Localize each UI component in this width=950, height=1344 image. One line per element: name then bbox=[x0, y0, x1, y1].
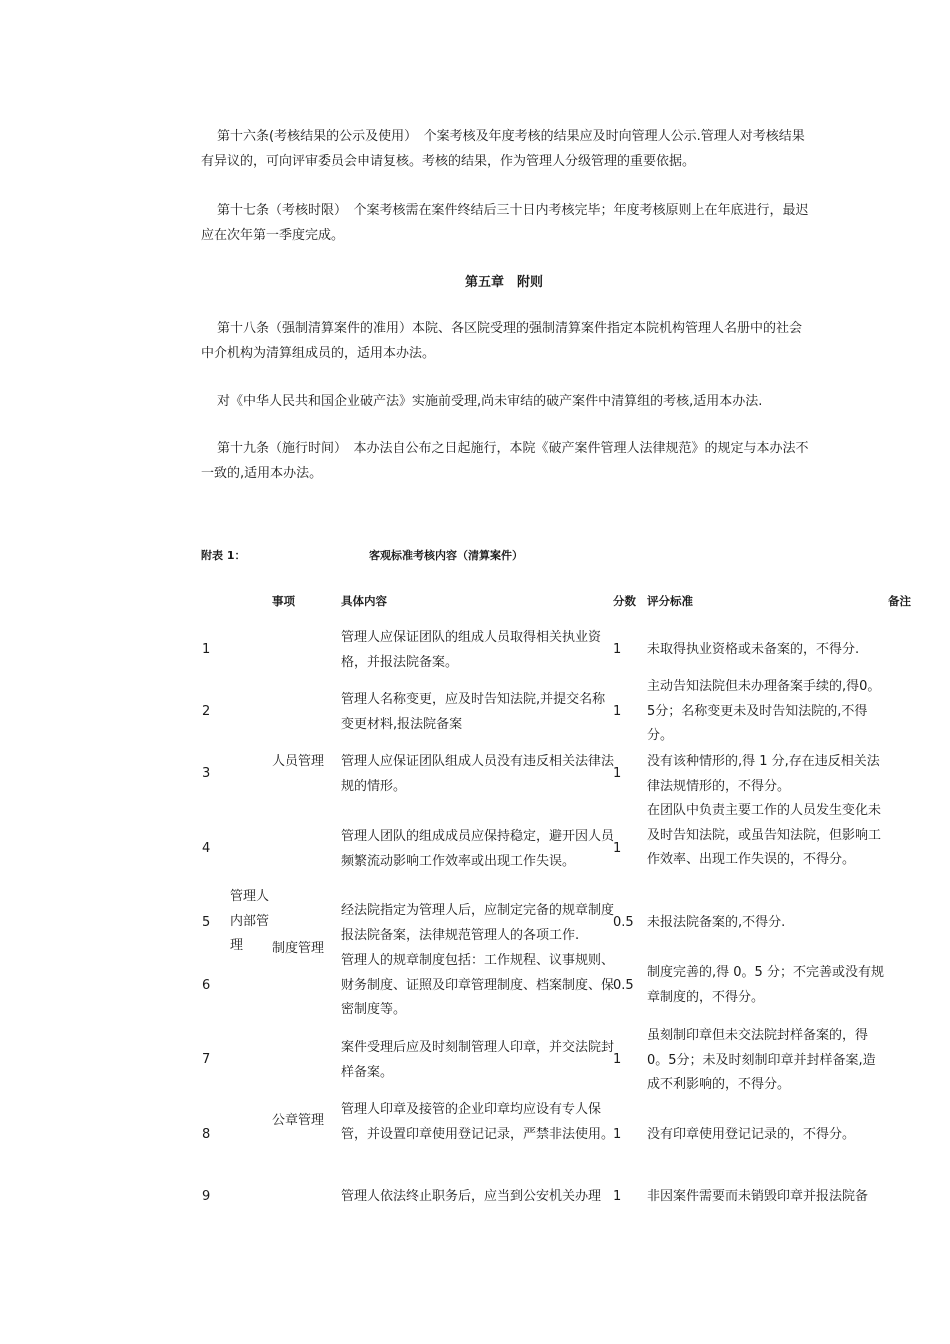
row-number: 3 bbox=[202, 766, 211, 781]
row-score: 1 bbox=[613, 841, 622, 856]
row-criteria: 制度完善的,得 0。5 分；不完善或没有规章制度的，不得分。 bbox=[647, 965, 884, 1005]
row-number: 5 bbox=[202, 915, 211, 930]
row-criteria: 未取得执业资格或未备案的，不得分. bbox=[647, 642, 860, 657]
header-criteria: 评分标准 bbox=[647, 594, 693, 608]
row-content: 管理人名称变更，应及时告知法院,并提交名称变更材料,报法院备案 bbox=[341, 692, 606, 732]
row-criteria: 主动告知法院但未办理备案手续的,得0。5分；名称变更未及时告知法院的,不得分。 bbox=[647, 679, 881, 743]
table-label: 附表 1： bbox=[201, 549, 246, 562]
row-number: 1 bbox=[202, 642, 211, 657]
row-score: 1 bbox=[613, 642, 622, 657]
category-personnel: 人员管理 bbox=[272, 754, 325, 769]
header-note: 备注 bbox=[888, 594, 911, 608]
row-score: 0.5 bbox=[613, 978, 634, 993]
row-content: 管理人的规章制度包括：工作规程、议事规则、财务制度、证照及印章管理制度、档案制度、保密制度等。 bbox=[341, 953, 615, 1017]
row-content: 管理人团队的组成成员应保持稳定，避开因人员频繁流动影响工作效率或出现工作失误。 bbox=[341, 829, 615, 869]
header-item: 事项 bbox=[272, 594, 295, 608]
row-content: 经法院指定为管理人后，应制定完备的规章制度报法院备案，法律规范管理人的各项工作. bbox=[341, 903, 615, 943]
row-score: 1 bbox=[613, 766, 622, 781]
article-16: 第十六条(考核结果的公示及使用） 个案考核及年度考核的结果应及时向管理人公示.管理人对考核结果有异议的，可向评审委员会申请复核。考核的结果，作为管理人分级管理的重要依据。 bbox=[201, 129, 805, 169]
row-content: 案件受理后应及时刻制管理人印章，并交法院封样备案。 bbox=[341, 1040, 615, 1080]
row-score: 1 bbox=[613, 1127, 622, 1142]
article-19: 第十九条（施行时间） 本办法自公布之日起施行，本院《破产案件管理人法律规范》的规定与本办法不一致的,适用本办法。 bbox=[201, 441, 809, 481]
row-content: 管理人应保证团队的组成人员取得相关执业资格，并报法院备案。 bbox=[341, 630, 602, 670]
row-content: 管理人应保证团队组成人员没有违反相关法律法规的情形。 bbox=[341, 754, 615, 794]
article-18-supplement: 对《中华人民共和国企业破产法》实施前受理,尚未审结的破产案件中清算组的考核,适用本办法. bbox=[217, 394, 763, 409]
header-content: 具体内容 bbox=[341, 594, 387, 608]
category-seal: 公章管理 bbox=[272, 1113, 325, 1128]
row-number: 9 bbox=[202, 1189, 211, 1204]
row-criteria: 虽刻制印章但未交法院封样备案的，得0。5分；未及时刻制印章并封样备案,造成不利影响的，不得分。 bbox=[647, 1028, 876, 1092]
chapter-title: 第五章 附则 bbox=[464, 275, 543, 290]
article-17: 第十七条（考核时限） 个案考核需在案件终结后三十日内考核完毕；年度考核原则上在年底进行，最迟应在次年第一季度完成。 bbox=[201, 203, 809, 243]
row-content: 管理人印章及接管的企业印章均应设有专人保管，并设置印章使用登记记录，严禁非法使用。 bbox=[341, 1102, 615, 1142]
category-system: 制度管理 bbox=[272, 941, 325, 956]
row-score: 1 bbox=[613, 704, 622, 719]
row-number: 8 bbox=[202, 1127, 211, 1142]
row-number: 4 bbox=[202, 841, 211, 856]
row-criteria: 在团队中负责主要工作的人员发生变化未及时告知法院，或虽告知法院，但影响工作效率、出现工作失误的，不得分。 bbox=[647, 803, 882, 867]
row-criteria: 非因案件需要而未销毁印章并报法院备 bbox=[647, 1189, 869, 1204]
row-score: 1 bbox=[613, 1189, 622, 1204]
table-title: 客观标准考核内容（清算案件） bbox=[369, 549, 523, 562]
row-criteria: 没有该种情形的,得 1 分,存在违反相关法律法规情形的，不得分。 bbox=[647, 754, 880, 794]
row-number: 7 bbox=[202, 1052, 211, 1067]
article-18: 第十八条（强制清算案件的准用）本院、各区院受理的强制清算案件指定本院机构管理人名册中的社会中介机构为清算组成员的，适用本办法。 bbox=[201, 321, 803, 361]
row-number: 2 bbox=[202, 704, 211, 719]
row-score: 0.5 bbox=[613, 915, 634, 930]
row-score: 1 bbox=[613, 1052, 622, 1067]
row-criteria: 未报法院备案的,不得分. bbox=[647, 915, 786, 930]
header-score: 分数 bbox=[613, 594, 636, 608]
group-label: 管理人内部管理 bbox=[230, 889, 270, 953]
row-content: 管理人依法终止职务后，应当到公安机关办理 bbox=[341, 1189, 602, 1204]
row-number: 6 bbox=[202, 978, 211, 993]
row-criteria: 没有印章使用登记记录的，不得分。 bbox=[647, 1127, 856, 1142]
